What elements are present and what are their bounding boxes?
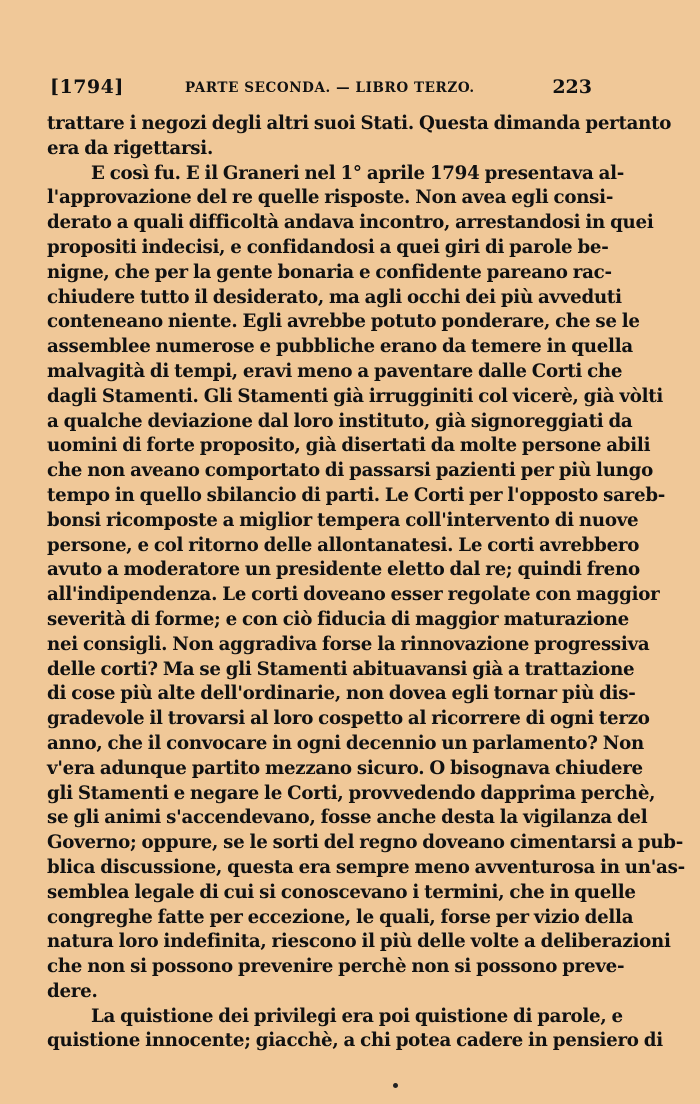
text-line: uomini di forte proposito, già disertati da molte persone abili [47,435,651,457]
text-line: di cose più alte dell'ordinarie, non dovea egli tornar più dis- [47,683,636,705]
text-line: La quistione dei privilegi era poi quistione di parole, e [91,1005,623,1027]
text-line: se gli animi s'accendevano, fosse anche desta la vigilanza del [47,807,648,829]
text-line: assemblee numerose e pubbliche erano da temere in quella [47,336,633,358]
text-line: natura loro indefinita, riescono il più delle volte a deliberazioni [47,931,671,953]
text-line: avuto a moderatore un presidente eletto dal re; quindi freno [47,559,640,581]
text-line: era da rigettarsi. [47,137,214,159]
text-line: trattare i negozi degli altri suoi Stati. Questa dimanda pertanto [47,113,672,134]
text-line: malvagità di tempi, eravi meno a paventare dalle Corti che [47,360,623,382]
body-text [47,112,685,1054]
text-line: tempo in quello sbilancio di parti. Le Corti per l'opposto sareb- [47,484,666,506]
text-line: all'indipendenza. Le corti doveano esser regolate con maggior [47,584,660,606]
text-line: derato a quali difficoltà andava incontro, arrestandosi in quei [47,212,654,234]
ink-speck [393,1083,398,1088]
text-line: quistione innocente; giacchè, a chi potea cadere in pensiero di [47,1030,663,1052]
text-line: Governo; oppure, se le sorti del regno doveano cimentarsi a pub- [47,832,684,854]
text-line: nei consigli. Non aggradiva forse la rinnovazione progressiva [47,633,650,655]
paragraph [47,162,685,1005]
header-year: [1794] [50,76,124,98]
text-line: che non aveano comportato di passarsi pazienti per più lungo [47,460,653,482]
text-line: persone, e col ritorno delle allontanatesi. Le corti avrebbero [47,534,640,556]
text-line: anno, che il convocare in ogni decennio un parlamento? Non [47,732,644,754]
text-line: che non si possono prevenire perchè non si possono preve- [47,956,625,978]
text-line: a qualche deviazione dal loro instituto, già signoreggiati da [47,410,633,432]
text-line: gradevole il trovarsi al loro cospetto al ricorrere di ogni terzo [47,708,650,730]
text-line: gli Stamenti e negare le Corti, provvedendo dapprima perchè, [47,782,656,804]
text-line: bonsi ricomposte a miglior tempera coll'intervento di nuove [47,509,639,531]
text-line: semblea legale di cui si conoscevano i termini, che in quelle [47,881,636,903]
text-line: propositi indecisi, e confidandosi a quei giri di parole be- [47,236,609,258]
text-line: chiudere tutto il desiderato, ma agli occhi dei più avveduti [47,286,622,308]
running-header [50,76,592,102]
text-line: delle corti? Ma se gli Stamenti abituavansi già a trattazione [47,658,635,680]
text-line: dagli Stamenti. Gli Stamenti già irrugginiti col vicerè, già vòlti [47,385,664,407]
paragraph [47,1005,663,1055]
text-line: l'approvazione del re quelle risposte. Non avea egli consi- [47,187,614,209]
text-line: severità di forme; e con ciò fiducia di maggior maturazione [47,608,630,630]
page-number: 223 [552,76,592,98]
header-title: PARTE SECONDA. — LIBRO TERZO. [185,80,475,96]
text-line: E così fu. E il Graneri nel 1° aprile 1794 presentava al- [91,162,625,184]
text-line: conteneano niente. Egli avrebbe potuto ponderare, che se le [47,311,640,333]
text-line: nigne, che per la gente bonaria e confidente pareano rac- [47,261,612,283]
text-line: dere. [47,980,98,1002]
text-line: congreghe fatte per eccezione, le quali, forse per vizio della [47,906,634,928]
paragraph [47,112,672,162]
text-line: v'era adunque partito mezzano sicuro. O bisognava chiudere [47,757,643,779]
text-line: blica discussione, questa era sempre meno avventurosa in un'as- [47,856,685,878]
